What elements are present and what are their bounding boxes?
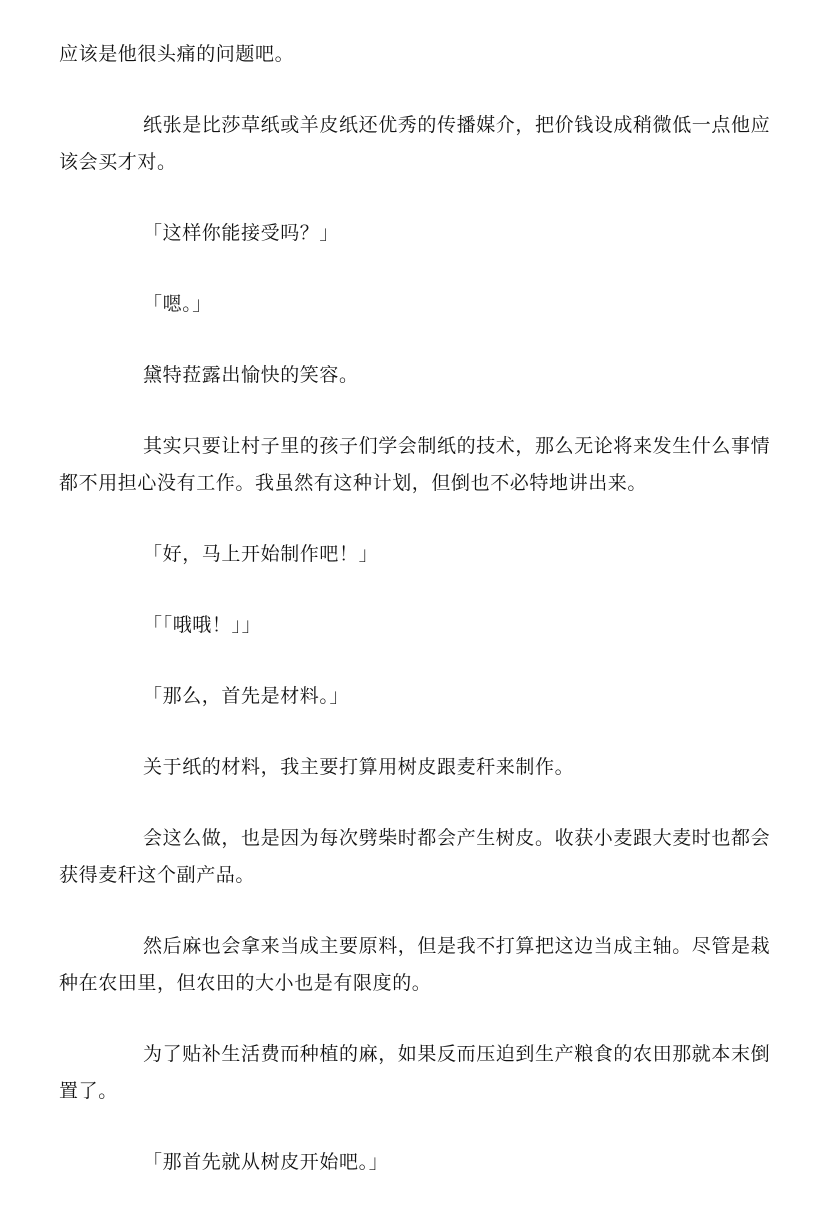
paragraph-6: 其实只要让村子里的孩子们学会制纸的技术，那么无论将来发生什么事情都不用担心没有工作。我虽然有这种计划，但倒也不必特地讲出来。 xyxy=(59,435,771,494)
paragraph-9: 「那么，首先是材料。」 xyxy=(143,685,350,707)
paragraph-5: 黛特菈露出愉快的笑容。 xyxy=(143,364,359,386)
paragraph-3: 「这样你能接受吗？」 xyxy=(143,222,340,244)
paragraph-8: 「「哦哦！」」 xyxy=(143,614,262,636)
paragraph-13: 为了贴补生活费而种植的麻，如果反而压迫到生产粮食的农田那就本末倒置了。 xyxy=(59,1043,771,1102)
paragraph-12: 然后麻也会拿来当成主要原料，但是我不打算把这边当成主轴。尽管是栽种在农田里，但农田的大小也是有限度的。 xyxy=(59,935,771,994)
paragraph-10: 关于纸的材料，我主要打算用树皮跟麦秆来制作。 xyxy=(143,756,575,778)
paragraph-2: 纸张是比莎草纸或羊皮纸还优秀的传播媒介，把价钱设成稍微低一点他应该会买才对。 xyxy=(59,114,771,173)
paragraph-14: 「那首先就从树皮开始吧。」 xyxy=(143,1151,389,1173)
paragraph-1: 应该是他很头痛的问题吧。 xyxy=(59,43,295,65)
document-page xyxy=(59,36,774,1215)
paragraph-7: 「好，马上开始制作吧！」 xyxy=(143,543,379,565)
paragraph-4: 「嗯。」 xyxy=(143,293,212,315)
paragraph-11: 会这么做，也是因为每次劈柴时都会产生树皮。收获小麦跟大麦时也都会获得麦秆这个副产品。 xyxy=(59,827,771,886)
